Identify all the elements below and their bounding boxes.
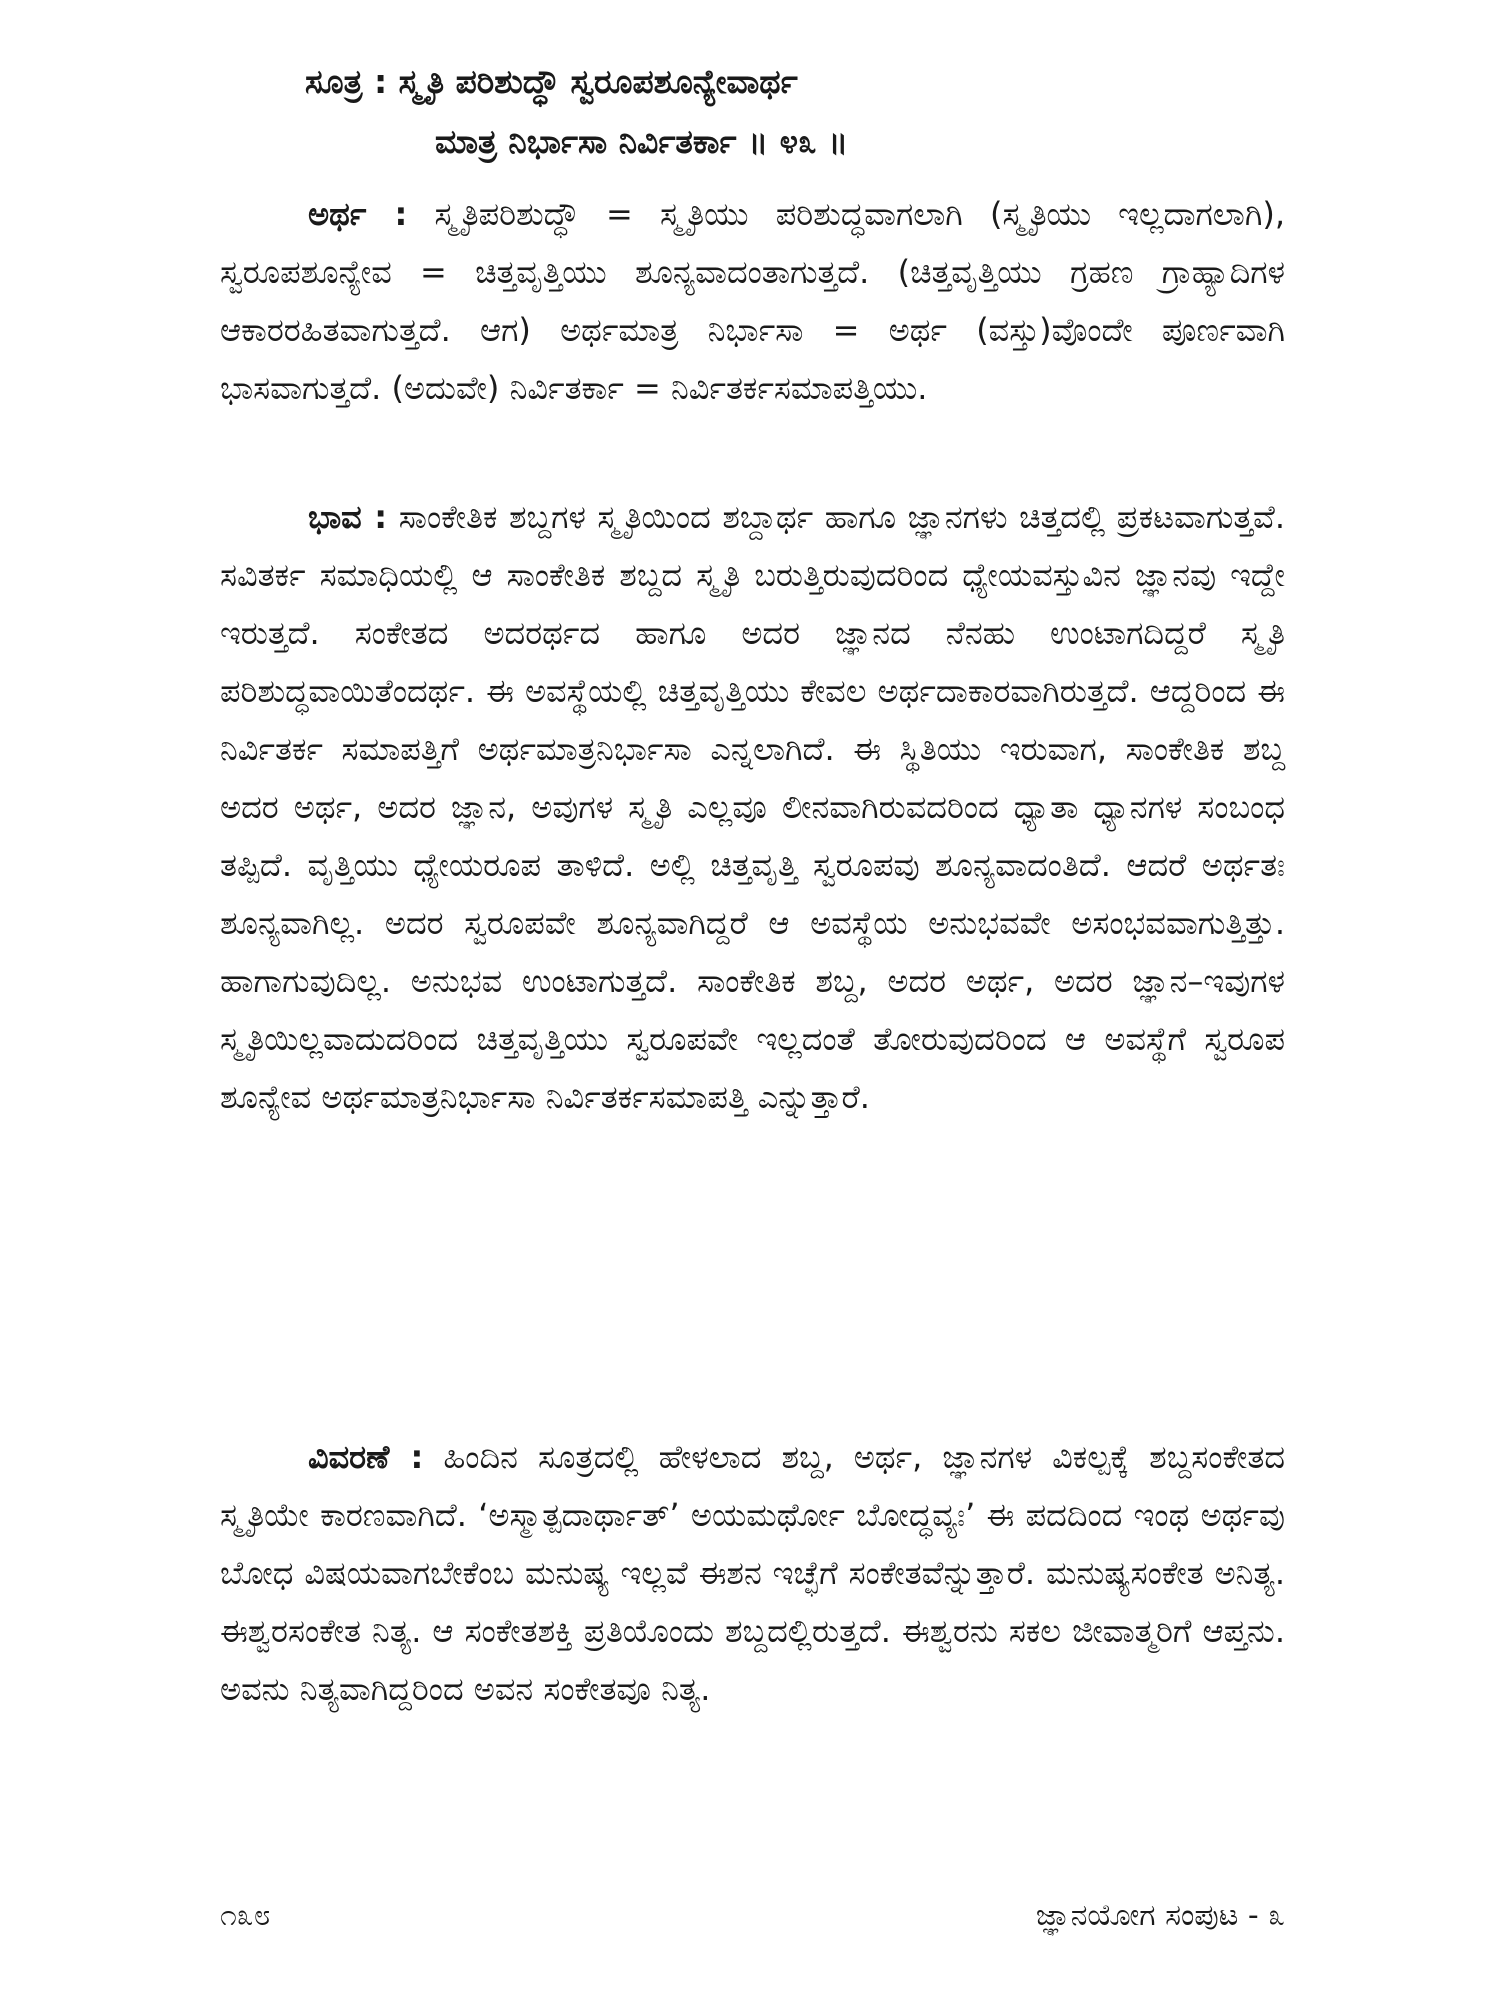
sutra-line-1 xyxy=(305,52,1305,112)
artha-label: ಅರ್ಥ : xyxy=(308,195,408,233)
sutra-block xyxy=(305,52,1305,172)
vivarane-section xyxy=(220,1428,1285,1718)
sutra-label: ಸೂತ್ರ : xyxy=(305,62,388,101)
page-footer xyxy=(220,1898,1285,1933)
sutra-line-2: ಮಾತ್ರ ನಿರ್ಭಾಸಾ ನಿರ್ವಿತರ್ಕಾ ॥ ೪೩ ॥ xyxy=(435,122,849,161)
vivarane-label: ವಿವರಣೆ : xyxy=(308,1438,424,1476)
artha-section xyxy=(220,185,1285,417)
artha-paragraph xyxy=(220,185,1285,417)
book-title: ಜ್ಞಾನಯೋಗ ಸಂಪುಟ - ೩ xyxy=(1035,1898,1285,1933)
bhava-section xyxy=(220,488,1285,1126)
vivarane-text: ಹಿಂದಿನ ಸೂತ್ರದಲ್ಲಿ ಹೇಳಲಾದ ಶಬ್ದ, ಅರ್ಥ, ಜ್ಞಾನಗಳ ವಿಕಲ್ಪಕ್ಕೆ ಶಬ್ದಸಂಕೇತದ ಸ್ಮೃತಿಯೇ ಕಾರಣವಾಗಿದೆ. ‘ಅಸ್ಮಾತ್ಪದಾರ್ಥಾತ್’ ಅಯಮರ್ಥೋ ಬೋದ್ಧವ್ಯಃ’ ಈ ಪದದಿಂದ ಇಂಥ ಅರ್ಥವು ಬೋಧ ವಿಷಯವಾಗಬೇಕೆಂಬ ಮನುಷ್ಯ ಇಲ್ಲವೆ ಈಶನ ಇಚ್ಛೆಗೆ ಸಂಕೇತವೆನ್ನುತ್ತಾರೆ. ಮನುಷ್ಯಸಂಕೇತ ಅನಿತ್ಯ. ಈಶ್ವರಸಂಕೇತ ನಿತ್ಯ. ಆ ಸಂಕೇತಶಕ್ತಿ ಪ್ರತಿಯೊಂದು ಶಬ್ದದಲ್ಲಿರುತ್ತದೆ. ಈಶ್ವರನು ಸಕಲ ಜೀವಾತ್ಮರಿಗೆ ಆಪ್ತನು. ಅವನು ನಿತ್ಯವಾಗಿದ್ದರಿಂದ ಅವನ ಸಂಕೇತವೂ ನಿತ್ಯ. xyxy=(220,1438,1285,1708)
bhava-paragraph xyxy=(220,488,1285,1126)
page-number: ೧೩೮ xyxy=(220,1898,271,1933)
artha-text: ಸ್ಮೃತಿಪರಿಶುದ್ಧೌ = ಸ್ಮೃತಿಯು ಪರಿಶುದ್ಧವಾಗಲಾಗಿ (ಸ್ಮೃತಿಯು ಇಲ್ಲದಾಗಲಾಗಿ), ಸ್ವರೂಪಶೂನ್ಯೇವ = ಚಿತ್ತವೃತ್ತಿಯು ಶೂನ್ಯವಾದಂತಾಗುತ್ತದೆ. (ಚಿತ್ತವೃತ್ತಿಯು ಗ್ರಹಣ ಗ್ರಾಹ್ಯಾದಿಗಳ ಆಕಾರರಹಿತವಾಗುತ್ತದೆ. ಆಗ) ಅರ್ಥಮಾತ್ರ ನಿರ್ಭಾಸಾ = ಅರ್ಥ (ವಸ್ತು)ವೊಂದೇ ಪೂರ್ಣವಾಗಿ ಭಾಸವಾಗುತ್ತದೆ. (ಅದುವೇ) ನಿರ್ವಿತರ್ಕಾ = ನಿರ್ವಿತರ್ಕಸಮಾಪತ್ತಿಯು. xyxy=(220,195,1285,407)
vivarane-paragraph xyxy=(220,1428,1285,1718)
bhava-text: ಸಾಂಕೇತಿಕ ಶಬ್ದಗಳ ಸ್ಮೃತಿಯಿಂದ ಶಬ್ದಾರ್ಥ ಹಾಗೂ ಜ್ಞಾನಗಳು ಚಿತ್ತದಲ್ಲಿ ಪ್ರಕಟವಾಗುತ್ತವೆ. ಸವಿತರ್ಕ ಸಮಾಧಿಯಲ್ಲಿ ಆ ಸಾಂಕೇತಿಕ ಶಬ್ದದ ಸ್ಮೃತಿ ಬರುತ್ತಿರುವುದರಿಂದ ಧ್ಯೇಯವಸ್ತುವಿನ ಜ್ಞಾನವು ಇದ್ದೇ ಇರುತ್ತದೆ. ಸಂಕೇತದ ಅದರರ್ಥದ ಹಾಗೂ ಅದರ ಜ್ಞಾನದ ನೆನಹು ಉಂಟಾಗದಿದ್ದರೆ ಸ್ಮೃತಿ ಪರಿಶುದ್ಧವಾಯಿತೆಂದರ್ಥ. ಈ ಅವಸ್ಥೆಯಲ್ಲಿ ಚಿತ್ತವೃತ್ತಿಯು ಕೇವಲ ಅರ್ಥದಾಕಾರವಾಗಿರುತ್ತದೆ. ಆದ್ದರಿಂದ ಈ ನಿರ್ವಿತರ್ಕ ಸಮಾಪತ್ತಿಗೆ ಅರ್ಥಮಾತ್ರನಿರ್ಭಾಸಾ ಎನ್ನಲಾಗಿದೆ. ಈ ಸ್ಥಿತಿಯು ಇರುವಾಗ, ಸಾಂಕೇತಿಕ ಶಬ್ದ ಅದರ ಅರ್ಥ, ಅದರ ಜ್ಞಾನ, ಅವುಗಳ ಸ್ಮೃತಿ ಎಲ್ಲವೂ ಲೀನವಾಗಿರುವದರಿಂದ ಧ್ಯಾತಾ ಧ್ಯಾನಗಳ ಸಂಬಂಧ ತಪ್ಪಿದೆ. ವೃತ್ತಿಯು ಧ್ಯೇಯರೂಪ ತಾಳಿದೆ. ಅಲ್ಲಿ ಚಿತ್ತವೃತ್ತಿ ಸ್ವರೂಪವು ಶೂನ್ಯವಾದಂತಿದೆ. ಆದರೆ ಅರ್ಥತಃ ಶೂನ್ಯವಾಗಿಲ್ಲ. ಅದರ ಸ್ವರೂಪವೇ ಶೂನ್ಯವಾಗಿದ್ದರೆ ಆ ಅವಸ್ಥೆಯ ಅನುಭವವೇ ಅಸಂಭವವಾಗುತ್ತಿತ್ತು. ಹಾಗಾಗುವುದಿಲ್ಲ. ಅನುಭವ ಉಂಟಾಗುತ್ತದೆ. ಸಾಂಕೇತಿಕ ಶಬ್ದ, ಅದರ ಅರ್ಥ, ಅದರ ಜ್ಞಾನ–ಇವುಗಳ ಸ್ಮೃತಿಯಿಲ್ಲವಾದುದರಿಂದ ಚಿತ್ತವೃತ್ತಿಯು ಸ್ವರೂಪವೇ ಇಲ್ಲದಂತೆ ತೋರುವುದರಿಂದ ಆ ಅವಸ್ಥೆಗೆ ಸ್ವರೂಪ ಶೂನ್ಯೇವ ಅರ್ಥಮಾತ್ರನಿರ್ಭಾಸಾ ನಿರ್ವಿತರ್ಕಸಮಾಪತ್ತಿ ಎನ್ನುತ್ತಾರೆ. xyxy=(220,498,1285,1116)
bhava-label: ಭಾವ : xyxy=(308,498,388,536)
sutra-text-1: ಸ್ಮೃತಿ ಪರಿಶುದ್ಧೌ ಸ್ವರೂಪಶೂನ್ಯೇವಾರ್ಥ xyxy=(398,62,798,101)
